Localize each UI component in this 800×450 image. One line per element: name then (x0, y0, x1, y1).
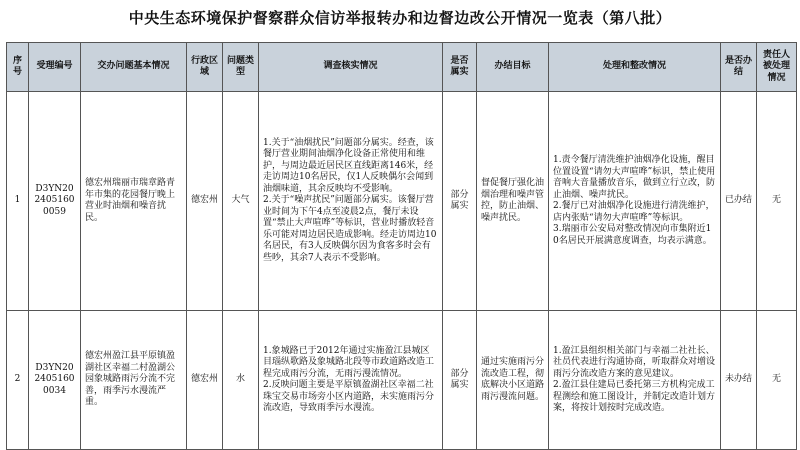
column-header: 调查核实情况 (259, 43, 443, 92)
accountability: 无 (757, 311, 797, 450)
column-header: 序号 (7, 43, 29, 92)
column-header: 处理和整改情况 (549, 43, 721, 92)
investigation: 1.象城路已于2012年通过实施盈江县城区目瑙纵歌路及象城路北段等市政道路改造工程完成雨污分流，无雨污漫流情况。 2.反映问题主要是平原镇盈湖社区幸福二社珠宝交易市场旁小区内道路，未实施雨污分流改造，导致雨季污水漫流。 (259, 311, 443, 450)
issue-type: 大气 (223, 92, 259, 311)
column-header: 是否属实 (443, 43, 477, 92)
table-row (7, 311, 797, 450)
column-header: 行政区域 (187, 43, 223, 92)
handling-status: 1.盈江县组织相关部门与幸福二社社长、社员代表进行沟通协商，听取群众对增设雨污分流改造方案的意见建议。 2.盈江县住建局已委托第三方机构完成工程测绘和施工图设计，并制定改造计划方案，将按计划按时完成改造。 (549, 311, 721, 450)
header-row (7, 43, 797, 92)
issue-type: 水 (223, 311, 259, 450)
page-title: 中央生态环境保护督察群众信访举报转办和边督边改公开情况一览表（第八批） (128, 8, 672, 27)
closure-goal: 通过实施雨污分流改造工程，彻底解决小区道路雨污漫流问题。 (477, 311, 549, 450)
verified-status: 部分属实 (443, 311, 477, 450)
accountability: 无 (757, 92, 797, 311)
row-number: 1 (7, 92, 29, 311)
column-header: 受理编号 (29, 43, 81, 92)
closed-status: 未办结 (721, 311, 757, 450)
investigation: 1.关于“油烟扰民”问题部分属实。经查，该餐厅营业期间油烟净化设备正常使用和维护，与周边最近居民区直线距离146米，经走访周边10名居民，仅1人反映偶尔会闻到油烟味道，其余反映均不受影响。 2.关于“噪声扰民”问题部分属实。该餐厅营业时间为下午4点至凌晨2点，餐厅未设置“禁止大声喧哗”等标识，营业时播放轻音乐可能对周边居民造成影响。经走访周边10名居民，有3人反映偶尔因为食客多时会有些吵，其余7人表示不受影响。 (259, 92, 443, 311)
report-table (6, 42, 797, 450)
verified-status: 部分属实 (443, 92, 477, 311)
row-number: 2 (7, 311, 29, 450)
handling-status: 1.责令餐厅清洗维护油烟净化设施，醒目位置设置“请勿大声喧哗”标识，禁止使用音响大音量播放音乐，做到立行立改，防止油烟、噪声扰民。 2.餐厅已对油烟净化设施进行清洗维护，店内张贴“请勿大声喧哗”等标识。 3.瑞丽市公安局对整改情况向市集附近10名居民开展满意度调查，均表示满意。 (549, 92, 721, 311)
closure-goal: 督促餐厅强化油烟治理和噪声管控，防止油烟、噪声扰民。 (477, 92, 549, 311)
issue-description: 德宏州盈江县平原镇盈湖社区幸福二村盈湖公园象城路雨污分流不完善，雨季污水漫流严重。 (81, 311, 187, 450)
case-id: D3YN2024051600034 (29, 311, 81, 450)
table-row (7, 92, 797, 311)
issue-description: 德宏州瑞丽市瑞章路青年市集的花园餐厅晚上营业时油烟和噪音扰民。 (81, 92, 187, 311)
region: 德宏州 (187, 311, 223, 450)
column-header: 交办问题基本情况 (81, 43, 187, 92)
column-header: 问题类型 (223, 43, 259, 92)
column-header: 责任人被处理情况 (757, 43, 797, 92)
column-header: 办结目标 (477, 43, 549, 92)
column-header: 是否办结 (721, 43, 757, 92)
region: 德宏州 (187, 92, 223, 311)
closed-status: 已办结 (721, 92, 757, 311)
case-id: D3YN2024051600059 (29, 92, 81, 311)
